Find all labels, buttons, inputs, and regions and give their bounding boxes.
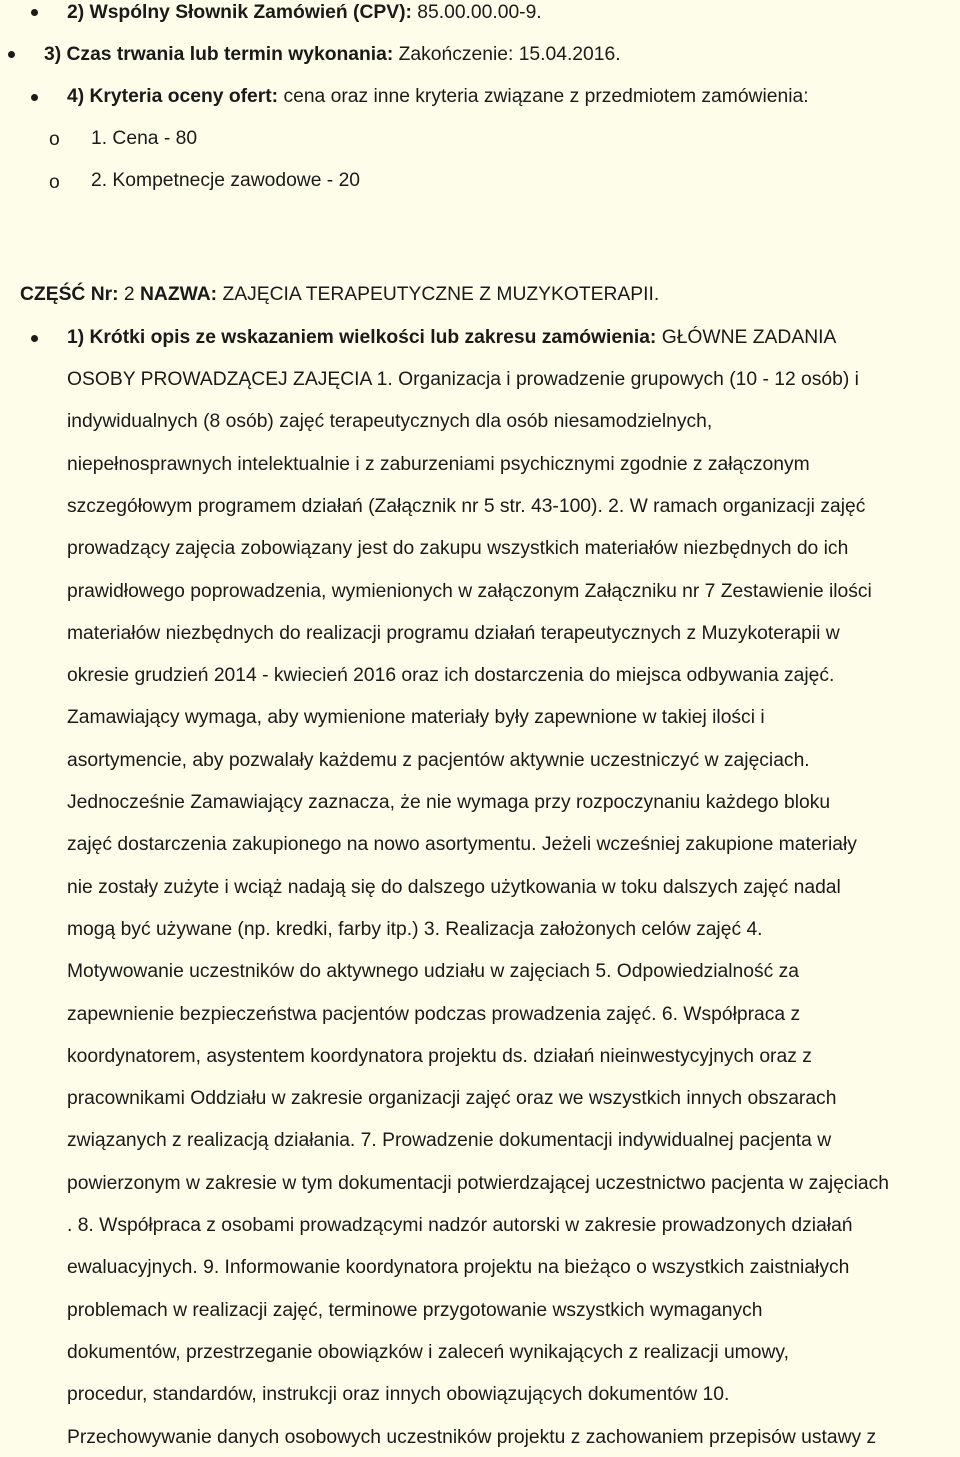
cpv-line [67,1,542,25]
description-heading [67,326,836,350]
description-line: nie zostały zużyte i wciąż nadają się do dalszego użytkowania w toku dalszych zajęć nadal [67,877,841,898]
criteria-line [67,85,809,109]
description-line: mogą być używane (np. kredki, farby itp.) 3. Realizacja założonych celów zajęć 4. [67,919,763,940]
description-label: 1) Krótki opis ze wskazaniem wielkości lub zakresu zamówienia: [67,327,657,348]
description-line: Jednocześnie Zamawiający zaznacza, że nie wymaga przy rozpoczynaniu każdego bloku [67,792,831,813]
description-line: Motywowanie uczestników do aktywnego udziału w zajęciach 5. Odpowiedzialność za [67,961,800,982]
description-line: związanych z realizacją działania. 7. Prowadzenie dokumentacji indywidualnej pacjenta w [67,1130,832,1151]
cpv-value: 85.00.00.00-9. [411,2,542,23]
description-line: prawidłowego poprowadzenia, wymienionych w załączonym Załączniku nr 7 Zestawienie ilości [67,581,872,602]
sub-bullet-marker: o [49,172,60,193]
description-first-value: GŁÓWNE ZADANIA [656,327,837,348]
description-line: koordynatorem, asystentem koordynatora projektu ds. działań nieinwestycyjnych oraz z [67,1046,812,1067]
description-line: Zamawiający wymaga, aby wymienione materiały były zapewnione w takiej ilości i [67,707,765,728]
duration-line [44,43,621,67]
duration-label: 3) Czas trwania lub termin wykonania: [44,44,394,65]
cpv-label: 2) Wspólny Słownik Zamówień (CPV): [67,2,412,23]
description-line: OSOBY PROWADZĄCEJ ZAJĘCIA 1. Organizacja i prowadzenie grupowych (10 - 12 osób) i [67,369,859,390]
description-line: okresie grudzień 2014 - kwiecień 2016 oraz ich dostarczenia do miejsca odbywania zajęć. [67,665,835,686]
description-line: Przechowywanie danych osobowych uczestników projektu z zachowaniem przepisów ustawy z [67,1427,877,1448]
description-line: procedur, standardów, instrukcji oraz innych obowiązujących dokumentów 10. [67,1384,730,1405]
bullet-dot [31,9,38,16]
criterion-item: 2. Kompetnecje zawodowe - 20 [91,170,361,191]
description-line: materiałów niezbędnych do realizacji programu działań terapeutycznych z Muzykoterapii w [67,623,840,644]
section-heading [20,283,659,307]
criteria-value: cena oraz inne kryteria związane z przedmiotem zamówienia: [278,86,809,107]
description-line: zapewnienie bezpieczeństwa pacjentów podczas prowadzenia zajęć. 6. Współpraca z [67,1004,801,1025]
description-line: dokumentów, przestrzeganie obowiązków i zaleceń wynikających z realizacji umowy, [67,1342,789,1363]
part-label: CZĘŚĆ Nr: [20,284,119,305]
description-line: . 8. Współpraca z osobami prowadzącymi nadzór autorski w zakresie prowadzonych działań [67,1215,853,1236]
bullet-dot [31,335,38,342]
part-value: 2 [118,284,140,305]
duration-value: Zakończenie: 15.04.2016. [393,44,621,65]
description-line: prowadzący zajęcia zobowiązany jest do zakupu wszystkich materiałów niezbędnych do ich [67,538,849,559]
description-line: powierzonym w zakresie w tym dokumentacji potwierdzającej uczestnictwo pacjenta w zajęciach [67,1173,889,1194]
description-line: niepełnosprawnych intelektualnie i z zaburzeniami psychicznymi zgodnie z załączonym [67,454,810,475]
criteria-label: 4) Kryteria oceny ofert: [67,86,279,107]
name-label: NAZWA: [140,284,218,305]
description-line: szczegółowym programem działań (Załącznik nr 5 str. 43-100). 2. W ramach organizacji zajęć [67,496,866,517]
description-line: problemach w realizacji zajęć, terminowe przygotowanie wszystkich wymaganych [67,1300,763,1321]
description-line: asortymencie, aby pozwalały każdemu z pacjentów aktywnie uczestniczyć w zajęciach. [67,750,810,771]
criterion-item: 1. Cena - 80 [91,128,198,149]
bullet-dot [8,51,15,58]
description-line: zajęć dostarczenia zakupionego na nowo asortymentu. Jeżeli wcześniej zakupione materiały [67,834,857,855]
name-value: ZAJĘCIA TERAPEUTYCZNE Z MUZYKOTERAPII. [217,284,660,305]
description-line: ewaluacyjnych. 9. Informowanie koordynatora projektu na bieżąco o wszystkich zaistniałych [67,1257,850,1278]
bullet-dot [31,94,38,101]
description-line: pracownikami Oddziału w zakresie organizacji zajęć oraz we wszystkich innych obszarach [67,1088,837,1109]
description-line: indywidualnych (8 osób) zajęć terapeutycznych dla osób niesamodzielnych, [67,411,713,432]
sub-bullet-marker: o [49,129,60,150]
